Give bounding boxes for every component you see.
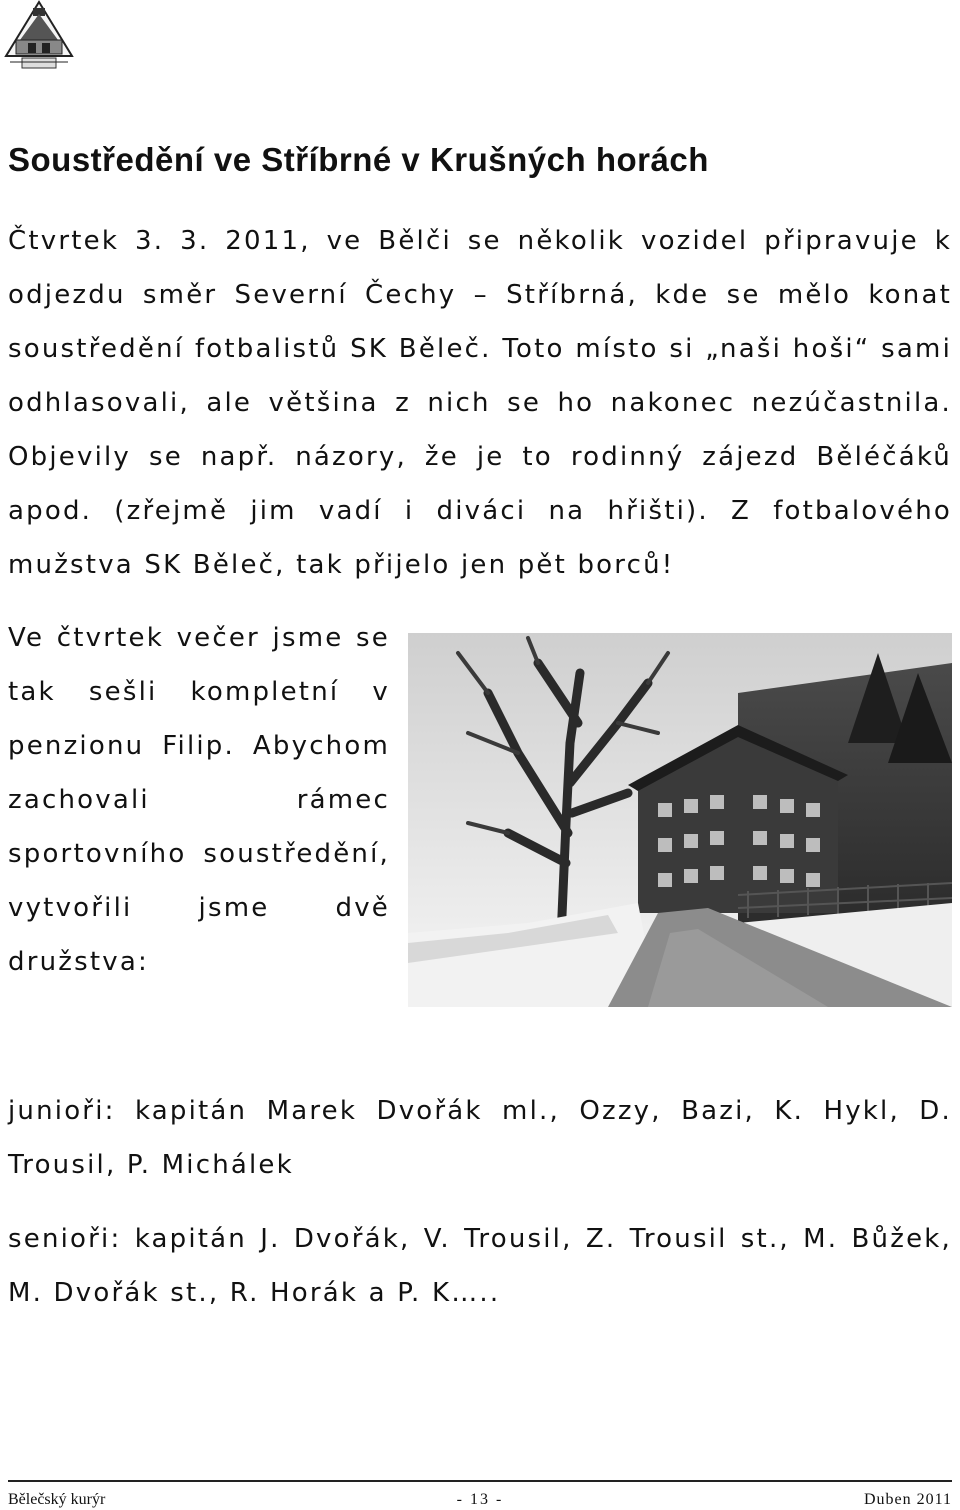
juniors-team: junioři: kapitán Marek Dvořák ml., Ozzy, Bazi, K. Hykl, D. Trousil, P. Michálek bbox=[8, 1096, 952, 1180]
arrival-paragraph: Ve čtvrtek večer jsme se tak sešli kompletní v penzionu Filip. Abychom zachovali rámec sportovního soustředění, vytvořili jsme dvě družstva: bbox=[8, 623, 390, 977]
article-title: Soustředění ve Stříbrné v Krušných horách bbox=[8, 141, 709, 178]
footer-publication: Bělečský kurýr bbox=[8, 1491, 106, 1508]
intro-paragraph: Čtvrtek 3. 3. 2011, ve Bělči se několik vozidel připravuje k odjezdu směr Severní Čechy – Stříbrná, kde se mělo konat soustředění fotbalistů SK Běleč. Toto místo si „naši hoši“ sami odhlasovali, ale většina z nich se ho nakonec nezúčastnila. Objevily se např. názory, že je to rodinný zájezd Běléčáků apod. (zřejmě jim vadí i diváci na hřišti). Z fotbalového mužstva SK Běleč, tak přijelo jen pět borců! bbox=[8, 226, 952, 580]
village-church-logo-icon bbox=[2, 0, 76, 70]
footer-page-number: - 13 - bbox=[456, 1491, 504, 1508]
footer-divider bbox=[8, 1480, 952, 1482]
footer-issue: Duben 2011 bbox=[863, 1491, 952, 1508]
pension-winter-photo bbox=[408, 633, 952, 1007]
seniors-team: senioři: kapitán J. Dvořák, V. Trousil, Z. Trousil st., M. Bůžek, M. Dvořák st., R. Horák a P. K….. bbox=[8, 1224, 952, 1308]
